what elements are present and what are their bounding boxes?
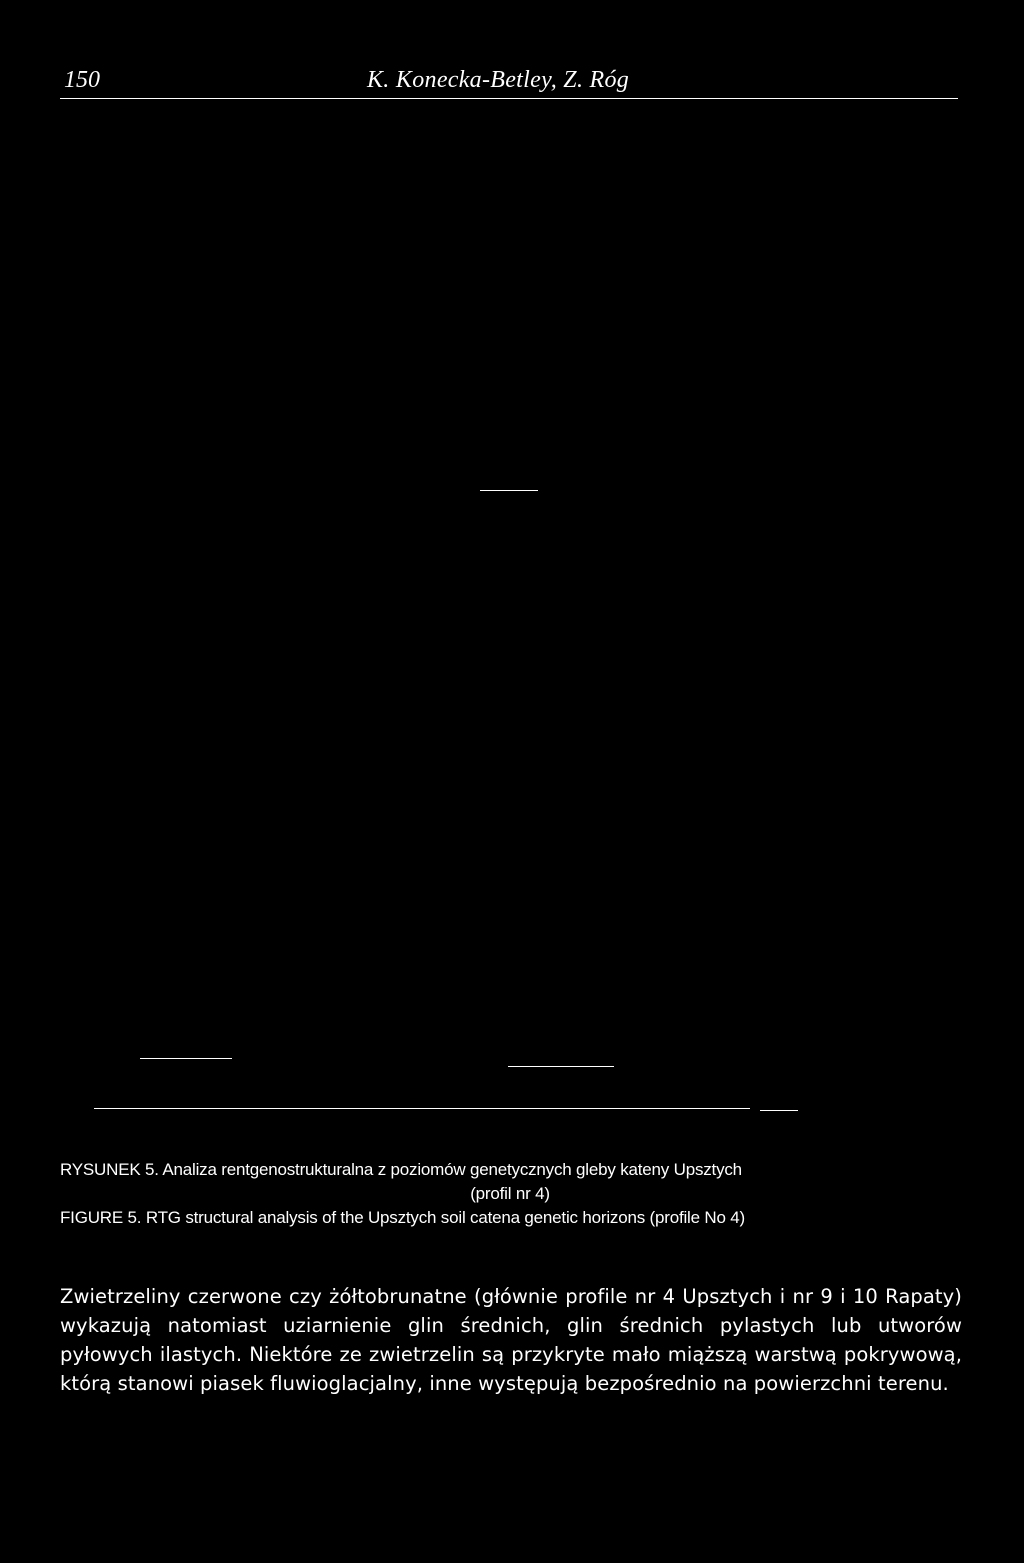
figure-caption: [60, 1158, 960, 1230]
body-paragraph: Zwietrzeliny czerwone czy żółtobrunatne (głównie profile nr 4 Upsztych i nr 9 i 10 Rapaty) wykazują natomiast uziarnienie glin średnich, glin średnich pylastych lub utworów pyłowych ilastych. Niektóre ze zwietrzelin są przykryte mało miąższą warstwą pokrywową, którą stanowi piasek fluwioglacjalny, inne występują bezpośrednio na powierzchni terenu.: [60, 1285, 962, 1395]
figure-xrd-diffractogram: [60, 110, 960, 1130]
figure-baseline: [94, 1108, 750, 1109]
running-head: K. Konecka-Betley, Z. Róg: [367, 67, 630, 93]
body-text: [60, 1282, 962, 1398]
caption-polish-continued: (profil nr 4): [470, 1184, 550, 1203]
caption-polish: RYSUNEK 5. Analiza rentgenostrukturalna z poziomów genetycznych gleby kateny Upsztych: [60, 1160, 742, 1179]
figure-trace-fragment: [140, 1058, 232, 1059]
page-header: [60, 60, 958, 99]
figure-baseline-end: [760, 1110, 798, 1111]
page-number: 150: [64, 67, 100, 93]
figure-trace-fragment: [480, 490, 538, 491]
caption-english: FIGURE 5. RTG structural analysis of the Upsztych soil catena genetic horizons (profile No 4): [60, 1208, 745, 1227]
figure-trace-fragment: [508, 1066, 614, 1067]
